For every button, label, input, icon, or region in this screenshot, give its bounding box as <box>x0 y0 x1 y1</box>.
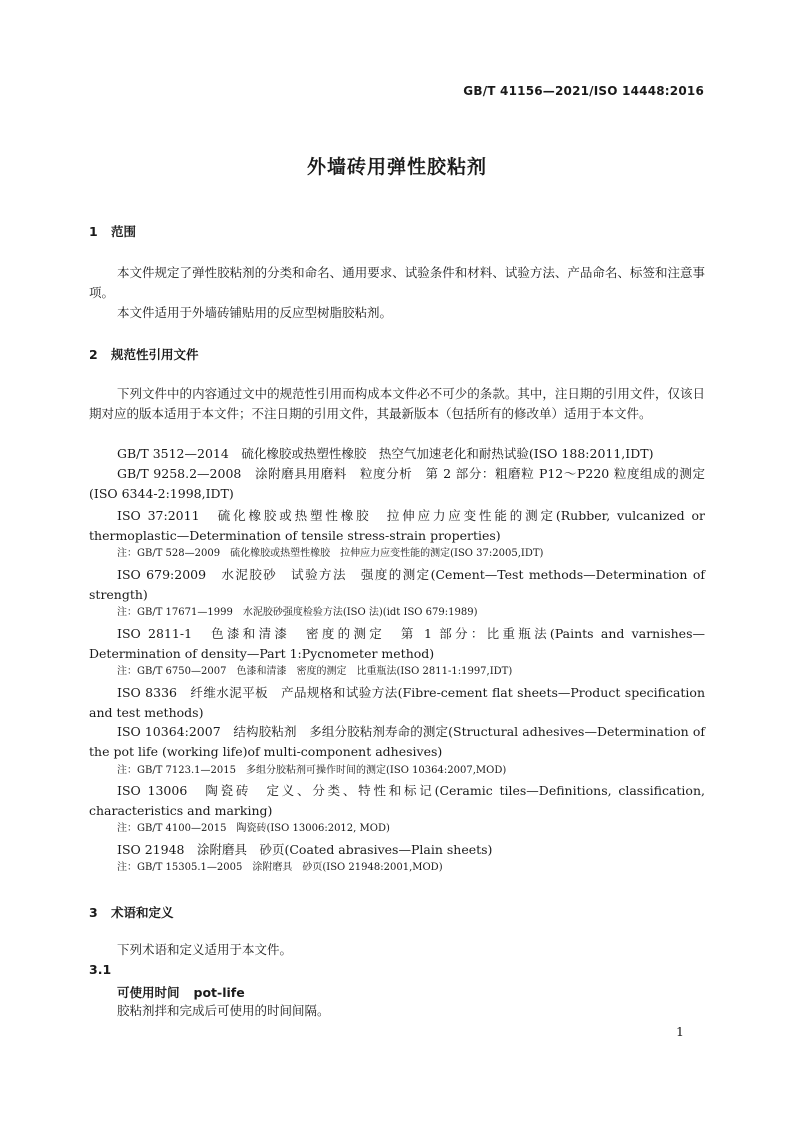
section-number: 2 <box>89 347 98 362</box>
section-heading-normative-references <box>89 345 199 363</box>
reference-entry: ISO 10364:2007 结构胶粘剂 多组分胶粘剂寿命的测定(Structural adhesives—Determination of the pot life (working life)of multi-component adhesives) <box>89 724 705 759</box>
page-number: 1 <box>676 1024 684 1039</box>
section-number: 1 <box>89 224 98 239</box>
reference-entry: ISO 13006 陶瓷砖 定义、分类、特性和标记(Ceramic tiles—Definitions, classification, characteristics and marking) <box>89 783 705 818</box>
reference-entry: ISO 2811-1 色漆和清漆 密度的测定 第 1 部分：比重瓶法(Paints and varnishes—Determination of density—Part 1:Pycnometer method) <box>89 626 705 661</box>
reference-entry: ISO 8336 纤维水泥平板 产品规格和试验方法(Fibre-cement flat sheets—Product specification and test methods) <box>89 685 705 720</box>
scope-paragraph-1: 本文件规定了弹性胶粘剂的分类和命名、通用要求、试验条件和材料、试验方法、产品命名、标签和注意事项。 <box>89 265 705 300</box>
reference-entry: ISO 21948 涂附磨具 砂页(Coated abrasives—Plain sheets) <box>117 842 493 857</box>
term-english: pot-life <box>193 985 245 1000</box>
reference-note: 注：GB/T 17671—1999 水泥胶砂强度检验方法(ISO 法)(idt ISO 679:1989) <box>117 607 478 618</box>
term-number: 3.1 <box>89 962 112 977</box>
section-title: 范围 <box>111 224 137 239</box>
reference-entry: ISO 679:2009 水泥胶砂 试验方法 强度的测定(Cement—Test methods—Determination of strength) <box>89 567 705 602</box>
standard-code-header: GB/T 41156—2021/ISO 14448:2016 <box>463 84 704 98</box>
reference-note: 注：GB/T 7123.1—2015 多组分胶粘剂可操作时间的测定(ISO 10364:2007,MOD) <box>117 765 507 776</box>
references-intro: 下列文件中的内容通过文中的规范性引用而构成本文件必不可少的条款。其中，注日期的引用文件，仅该日期对应的版本适用于本文件；不注日期的引用文件，其最新版本（包括所有的修改单）适用于本文件。 <box>89 386 705 421</box>
document-title: 外墙砖用弹性胶粘剂 <box>306 156 487 178</box>
terms-intro: 下列术语和定义适用于本文件。 <box>117 942 293 957</box>
reference-note: 注：GB/T 6750—2007 色漆和清漆 密度的测定 比重瓶法(ISO 2811-1:1997,IDT) <box>117 666 513 677</box>
section-number: 3 <box>89 905 98 920</box>
reference-entry: GB/T 9258.2—2008 涂附磨具用磨料 粒度分析 第 2 部分：粗磨粒 P12～P220 粒度组成的测定(ISO 6344-2:1998,IDT) <box>89 466 705 501</box>
reference-note: 注：GB/T 15305.1—2005 涂附磨具 砂页(ISO 21948:2001,MOD) <box>117 862 443 873</box>
section-title: 术语和定义 <box>111 905 174 920</box>
section-heading-terms <box>89 903 174 921</box>
term-definition: 胶粘剂拌和完成后可使用的时间间隔。 <box>117 1003 330 1018</box>
scope-paragraph-2: 本文件适用于外墙砖铺贴用的反应型树脂胶粘剂。 <box>117 305 393 320</box>
term-chinese: 可使用时间 <box>117 985 180 1000</box>
reference-entry: GB/T 3512—2014 硫化橡胶或热塑性橡胶 热空气加速老化和耐热试验(ISO 188:2011,IDT) <box>117 446 654 461</box>
term-heading <box>117 983 245 1001</box>
reference-note: 注：GB/T 4100—2015 陶瓷砖(ISO 13006:2012, MOD) <box>117 823 390 834</box>
section-title: 规范性引用文件 <box>111 347 199 362</box>
section-heading-scope <box>89 222 136 240</box>
reference-note: 注：GB/T 528—2009 硫化橡胶或热塑性橡胶 拉伸应力应变性能的测定(ISO 37:2005,IDT) <box>117 548 544 559</box>
reference-entry: ISO 37:2011 硫化橡胶或热塑性橡胶 拉伸应力应变性能的测定(Rubber, vulcanized or thermoplastic—Determination of tensile stress-strain properties) <box>89 508 705 543</box>
